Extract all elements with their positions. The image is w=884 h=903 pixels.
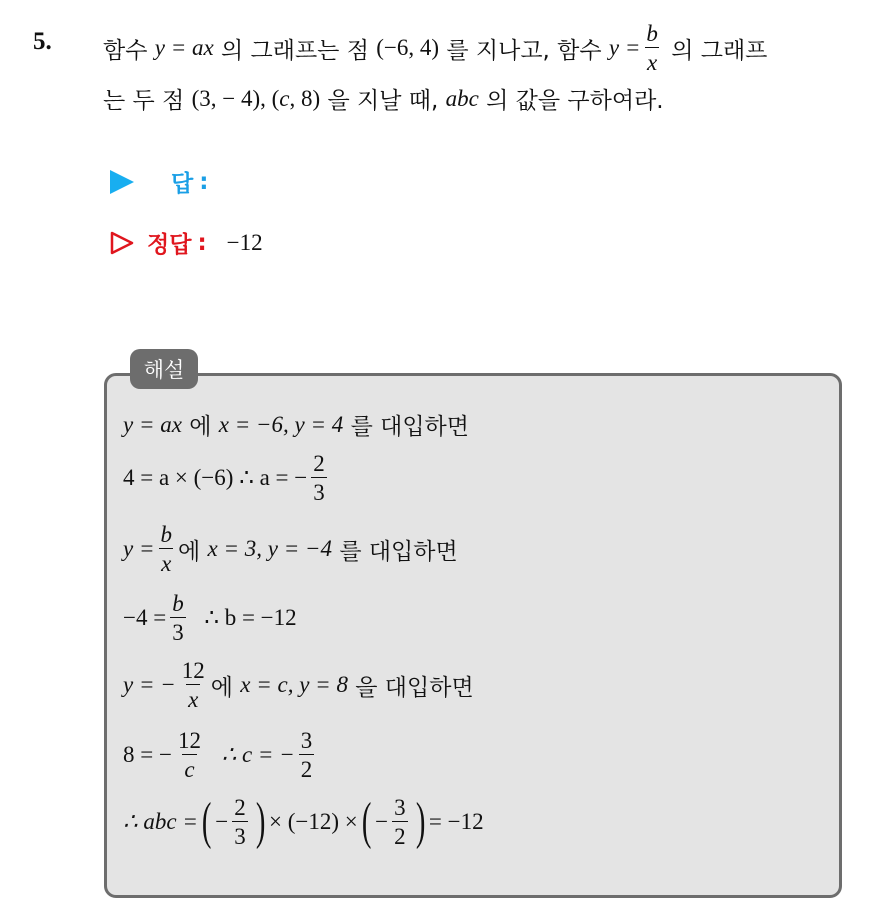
fraction [170, 592, 186, 644]
question-line-2 [103, 82, 664, 115]
fraction-denominator: c [182, 754, 196, 781]
fraction [232, 796, 248, 848]
question-text: 는 두 점 [103, 88, 185, 114]
solution-line-2 [123, 452, 331, 504]
fraction-denominator: x [159, 548, 173, 575]
correct-answer-value: −12 [226, 229, 263, 255]
fraction [158, 523, 174, 575]
fraction-denominator: 3 [232, 821, 248, 848]
question-text: 를 지나고, 함수 [446, 37, 602, 64]
math-expression: y = ax [154, 35, 214, 60]
minus-sign: − [215, 809, 229, 834]
math-expression: y = [123, 536, 155, 561]
math-expression: x = c, y = 8 [240, 672, 348, 697]
answer-colon: : [199, 168, 209, 195]
question-text: 의 값을 구하여라. [486, 88, 664, 114]
fraction [644, 22, 660, 74]
solution-tab-label: 해설 [143, 358, 185, 382]
left-paren: ( [201, 793, 212, 850]
fraction [392, 796, 408, 848]
fraction [311, 452, 327, 504]
math-expression: (−6, 4) [376, 35, 440, 60]
fraction-numerator: 12 [177, 728, 201, 753]
fraction-numerator: b [160, 522, 172, 547]
solution-text: 에 [189, 414, 212, 440]
outline-triangle-icon [110, 231, 134, 255]
math-expression: y = − [123, 672, 176, 697]
fraction [299, 729, 315, 781]
math-expression: ∴ abc = [123, 809, 198, 834]
math-expression: c [279, 85, 290, 111]
math-expression: x = −6, y = 4 [218, 411, 344, 437]
fraction-numerator: b [172, 591, 184, 616]
fraction-denominator: 3 [170, 617, 186, 644]
math-expression: 4 = a × (−6) ∴ a = − [123, 465, 308, 490]
solution-line-3 [123, 523, 458, 575]
solution-text: 을 대입하면 [355, 674, 474, 701]
solution-line-1 [123, 408, 469, 441]
solution-text: 를 대입하면 [350, 414, 469, 440]
fraction-numerator: 2 [234, 795, 246, 820]
math-expression: = −12 [428, 809, 484, 834]
fraction-denominator: x [186, 684, 200, 711]
right-paren: ) [415, 793, 425, 850]
answer-row [110, 165, 208, 198]
correct-answer-row [110, 226, 263, 259]
math-expression: y = [608, 35, 641, 60]
fraction [180, 659, 207, 711]
correct-answer-label: 정답 [147, 232, 192, 258]
question-text: 함수 [103, 37, 148, 64]
question-text: 의 그래프 [671, 37, 768, 64]
correct-answer-colon: : [197, 229, 207, 256]
fraction-numerator: b [646, 21, 658, 46]
left-paren: ( [361, 793, 372, 850]
solution-line-5 [123, 659, 474, 711]
fraction-denominator: x [645, 47, 659, 74]
fraction [176, 729, 203, 781]
question-number: 5. [33, 28, 52, 55]
math-expression: y = ax [123, 411, 182, 437]
math-expression: , 8) [289, 85, 321, 111]
question-text: 의 그래프는 점 [221, 37, 369, 64]
fraction-numerator: 2 [313, 451, 325, 476]
fraction-denominator: 3 [311, 477, 327, 504]
play-triangle-icon [110, 170, 134, 194]
answer-label: 답 [171, 171, 194, 197]
solution-line-4 [123, 592, 297, 644]
math-expression: ∴ c = − [221, 742, 295, 767]
math-expression: (3, − 4), ( [191, 85, 280, 111]
minus-sign: − [375, 809, 389, 834]
solution-line-7 [123, 793, 484, 850]
solution-tab [130, 349, 198, 389]
question-line-1 [103, 21, 768, 75]
question-text: 을 지날 때, [327, 88, 439, 114]
math-expression: ∴ b = −12 [204, 605, 297, 630]
solution-line-6 [123, 729, 318, 781]
math-expression: 8 = − [123, 742, 172, 767]
math-expression: × (−12) × [269, 809, 358, 834]
solution-text: 에 [177, 538, 201, 565]
fraction-denominator: 2 [299, 754, 315, 781]
solution-text: 를 대입하면 [339, 538, 458, 565]
fraction-denominator: 2 [392, 821, 408, 848]
right-paren: ) [255, 793, 266, 850]
solution-text: 에 [210, 674, 233, 701]
fraction-numerator: 12 [181, 658, 205, 683]
fraction-numerator: 3 [394, 795, 406, 820]
math-expression: −4 = [123, 605, 167, 630]
math-expression: x = 3, y = −4 [207, 536, 332, 561]
fraction-numerator: 3 [300, 728, 313, 753]
math-expression: abc [445, 85, 479, 111]
